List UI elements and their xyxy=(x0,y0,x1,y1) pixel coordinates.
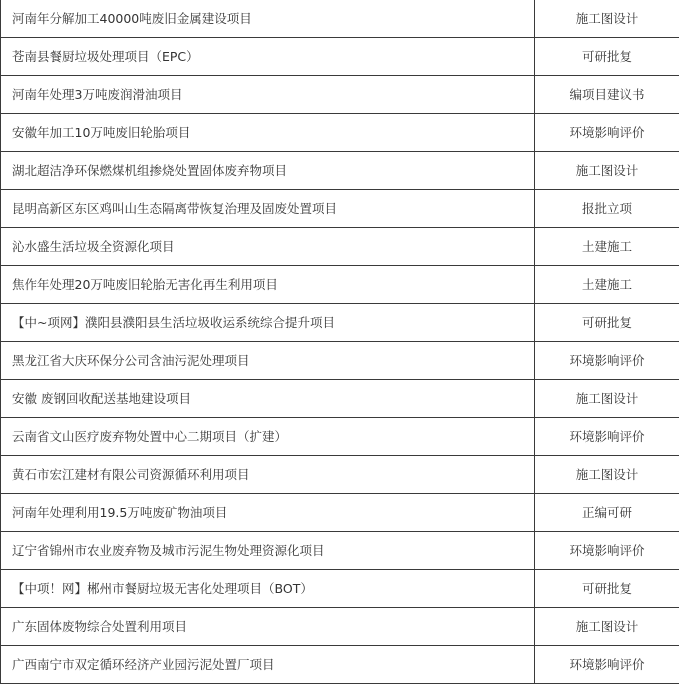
project-name: 河南年处理利用19.5万吨废矿物油项目 xyxy=(1,494,535,532)
project-name: 湖北超洁净环保燃煤机组掺烧处置固体废弃物项目 xyxy=(1,152,535,190)
project-stage: 土建施工 xyxy=(535,266,679,304)
project-name: 黑龙江省大庆环保分公司含油污泥处理项目 xyxy=(1,342,535,380)
project-stage: 施工图设计 xyxy=(535,0,679,38)
project-name: 苍南县餐厨垃圾处理项目（EPC） xyxy=(1,38,535,76)
table-row xyxy=(1,76,679,114)
project-stage: 环境影响评价 xyxy=(535,532,679,570)
project-stage: 环境影响评价 xyxy=(535,342,679,380)
project-name: 安徽年加工10万吨废旧轮胎项目 xyxy=(1,114,535,152)
project-stage: 环境影响评价 xyxy=(535,114,679,152)
project-name: 沁水盛生活垃圾全资源化项目 xyxy=(1,228,535,266)
table-row xyxy=(1,570,679,608)
table-row xyxy=(1,266,679,304)
project-stage: 报批立项 xyxy=(535,190,679,228)
project-name: 安徽 废钢回收配送基地建设项目 xyxy=(1,380,535,418)
table-row xyxy=(1,456,679,494)
table-row xyxy=(1,0,679,38)
table-row xyxy=(1,380,679,418)
project-stage: 正编可研 xyxy=(535,494,679,532)
project-stage: 可研批复 xyxy=(535,304,679,342)
project-stage: 施工图设计 xyxy=(535,456,679,494)
table-row xyxy=(1,38,679,76)
table-row xyxy=(1,228,679,266)
project-stage: 可研批复 xyxy=(535,570,679,608)
project-name: 河南年处理3万吨废润滑油项目 xyxy=(1,76,535,114)
project-stage: 施工图设计 xyxy=(535,380,679,418)
table-row xyxy=(1,190,679,228)
project-name: 【中~项网】濮阳县濮阳县生活垃圾收运系统综合提升项目 xyxy=(1,304,535,342)
project-name: 云南省文山医疗废弃物处置中心二期项目（扩建） xyxy=(1,418,535,456)
table-row xyxy=(1,532,679,570)
project-name: 河南年分解加工40000吨废旧金属建设项目 xyxy=(1,0,535,38)
project-name: 黄石市宏江建材有限公司资源循环利用项目 xyxy=(1,456,535,494)
project-name: 辽宁省锦州市农业废弃物及城市污泥生物处理资源化项目 xyxy=(1,532,535,570)
project-stage: 编项目建议书 xyxy=(535,76,679,114)
table-row xyxy=(1,114,679,152)
table-row xyxy=(1,304,679,342)
project-stage: 可研批复 xyxy=(535,38,679,76)
table-row xyxy=(1,608,679,646)
table-row xyxy=(1,494,679,532)
project-stage: 施工图设计 xyxy=(535,608,679,646)
project-stage: 施工图设计 xyxy=(535,152,679,190)
project-name: 广东固体废物综合处置利用项目 xyxy=(1,608,535,646)
project-name: 【中项！网】郴州市餐厨垃圾无害化处理项目（BOT） xyxy=(1,570,535,608)
table-row xyxy=(1,342,679,380)
project-stage: 环境影响评价 xyxy=(535,646,679,684)
project-name: 焦作年处理20万吨废旧轮胎无害化再生利用项目 xyxy=(1,266,535,304)
project-stage: 环境影响评价 xyxy=(535,418,679,456)
table-row xyxy=(1,152,679,190)
project-stage: 土建施工 xyxy=(535,228,679,266)
project-name: 昆明高新区东区鸡叫山生态隔离带恢复治理及固废处置项目 xyxy=(1,190,535,228)
project-name: 广西南宁市双定循环经济产业园污泥处置厂项目 xyxy=(1,646,535,684)
table-row xyxy=(1,418,679,456)
table-row xyxy=(1,646,679,684)
